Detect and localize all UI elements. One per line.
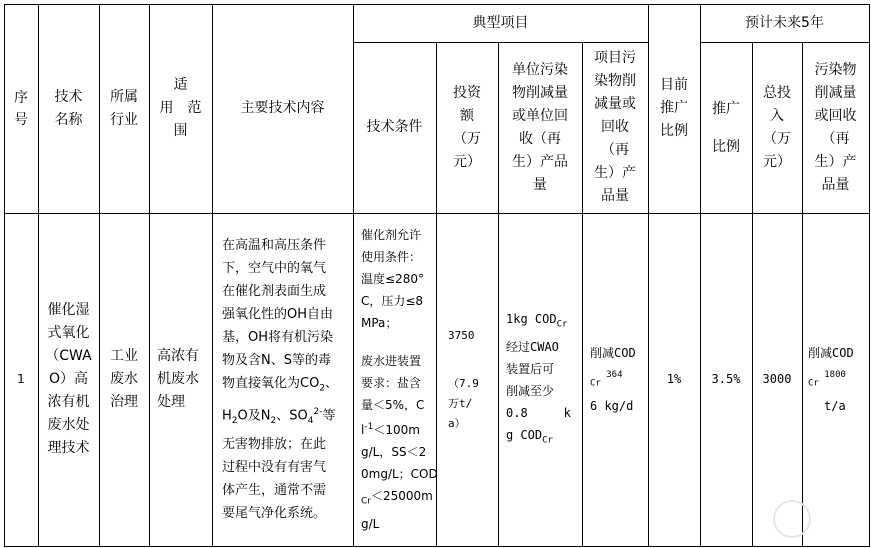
header-text: 生）产品 [512, 153, 568, 170]
header-seq: 序号 [14, 89, 28, 128]
cell-text: 废水 [110, 371, 138, 387]
row-forecast-reduction: 削减COD $_{Cr}$ $^{1800}$ t/a [808, 346, 854, 413]
cell-text: 治理 [110, 394, 138, 410]
header-text: 或单位回 [512, 107, 568, 124]
header-text: 额 [460, 107, 474, 124]
header-text: 生）产 [594, 165, 636, 181]
header-text: 减量或 [594, 96, 636, 112]
header-text: 生）产 [814, 153, 857, 170]
header-text: 用 范 [159, 100, 202, 116]
row-forecast-ratio: 3.5% [711, 372, 741, 386]
header-text: 元） [763, 153, 791, 170]
cell-text: 工业 [110, 348, 138, 364]
header-text: 元） [453, 153, 481, 170]
header-scope [149, 4, 212, 213]
header-forecast-ratio [700, 42, 752, 213]
header-text: （万 [453, 130, 481, 147]
header-typical-project: 典型项目 [472, 14, 529, 31]
header-text: 品量 [821, 176, 850, 193]
header-text: 比例 [660, 123, 688, 139]
header-tech-name [38, 4, 99, 213]
cell-text: 浓有机 [47, 394, 90, 410]
header-text: 投资 [453, 84, 481, 101]
header-investment [436, 42, 498, 213]
cell-text: 废水处 [47, 417, 90, 433]
row-industry [99, 213, 149, 546]
header-text: 项目污 [594, 50, 636, 66]
header-text: 技术 [54, 88, 83, 105]
row-unit-reduction: 1kg $COD_{Cr}$ 经过CWAO 装置后可 削减至少 0.8 k g $COD_{Cr}$ [506, 312, 571, 445]
cell-text: 处理 [157, 394, 185, 410]
header-conditions: 技术条件 [366, 119, 423, 135]
header-total-invest [752, 42, 802, 213]
row-scope [149, 213, 212, 546]
cell-text: 高浓有 [157, 348, 199, 364]
header-text: （再 [821, 130, 850, 147]
cell-text: （CWA [45, 348, 92, 364]
header-text: 总投 [763, 84, 791, 101]
header-text: 比例 [712, 138, 740, 155]
header-text: （万 [763, 130, 791, 147]
header-text: 围 [173, 123, 188, 139]
row-project-reduction: 削减COD $_{Cr}$ $^{364}$ 6 kg/d [590, 346, 636, 413]
row-tech-name [38, 213, 99, 546]
header-text: 推广 [660, 100, 688, 116]
header-text: 名称 [54, 111, 83, 128]
header-text: 行业 [110, 111, 138, 128]
cell-text: 催化湿 [47, 302, 90, 318]
cell-text: 3750 [448, 328, 475, 342]
header-forecast: 预计未来5年 [745, 14, 824, 31]
header-text: （再 [601, 142, 629, 158]
row-content: 在高温和高压条件 下，空气中的氧气 在催化剂表面生成 强氧化性的OH自由 基，OH将有机污染 物及含N、S等的毒 物直接氧化为$CO_2$、 $H_2O$及$N_2$、$SO_4^{2-}$等 无害物排放；在此 过程中没有有害气 体产生，通常不需 要尾气净化系统。 [222, 238, 339, 521]
header-content: 主要技术内容 [240, 100, 325, 116]
cell-text: 机废水 [157, 371, 199, 387]
header-text: 或回收 [814, 107, 857, 124]
cell-text: 万t/ [448, 396, 473, 410]
row-conditions: 催化剂允许 使用条件： 温度≤280° C，压力≤8 MPa； 废水进装置 要求：盐含 量＜5%，C $l^{-1}<100m$ g/L，SS＜2 0mg/L；COD $_{Cr}$＜25000m g/L [361, 228, 438, 531]
cell-text: 式氧化 [47, 325, 90, 341]
cell-text: O）高 [48, 371, 89, 387]
header-project-reduction [582, 42, 648, 213]
header-text: 染物削 [594, 73, 636, 89]
header-text: 入 [770, 107, 784, 124]
watermark-logo-icon [773, 500, 811, 538]
header-text: 单位污染 [512, 61, 568, 78]
cell-text: （7.9 [448, 376, 479, 390]
header-industry [99, 4, 149, 213]
header-text: 物削减量 [512, 84, 568, 101]
header-text: 收（再 [519, 130, 561, 147]
header-text: 所属 [110, 88, 138, 105]
row-total-invest: 3000 [762, 372, 792, 386]
header-text: 目前 [660, 77, 688, 93]
header-text: 污染物 [814, 61, 857, 78]
row-seq: 1 [17, 372, 25, 386]
cell-text: 理技术 [47, 440, 90, 456]
header-text: 量 [533, 176, 547, 193]
row-current-ratio: 1% [666, 372, 682, 386]
header-forecast-reduction [802, 42, 869, 213]
header-text: 推广 [712, 100, 740, 117]
row-investment [436, 213, 498, 546]
header-text: 品量 [601, 188, 629, 204]
header-current-ratio [648, 4, 700, 213]
header-unit-reduction [498, 42, 582, 213]
header-text: 适 [173, 77, 188, 93]
header-text: 回收 [601, 119, 629, 135]
cell-text: a） [448, 416, 466, 430]
header-text: 削减量 [814, 84, 857, 101]
